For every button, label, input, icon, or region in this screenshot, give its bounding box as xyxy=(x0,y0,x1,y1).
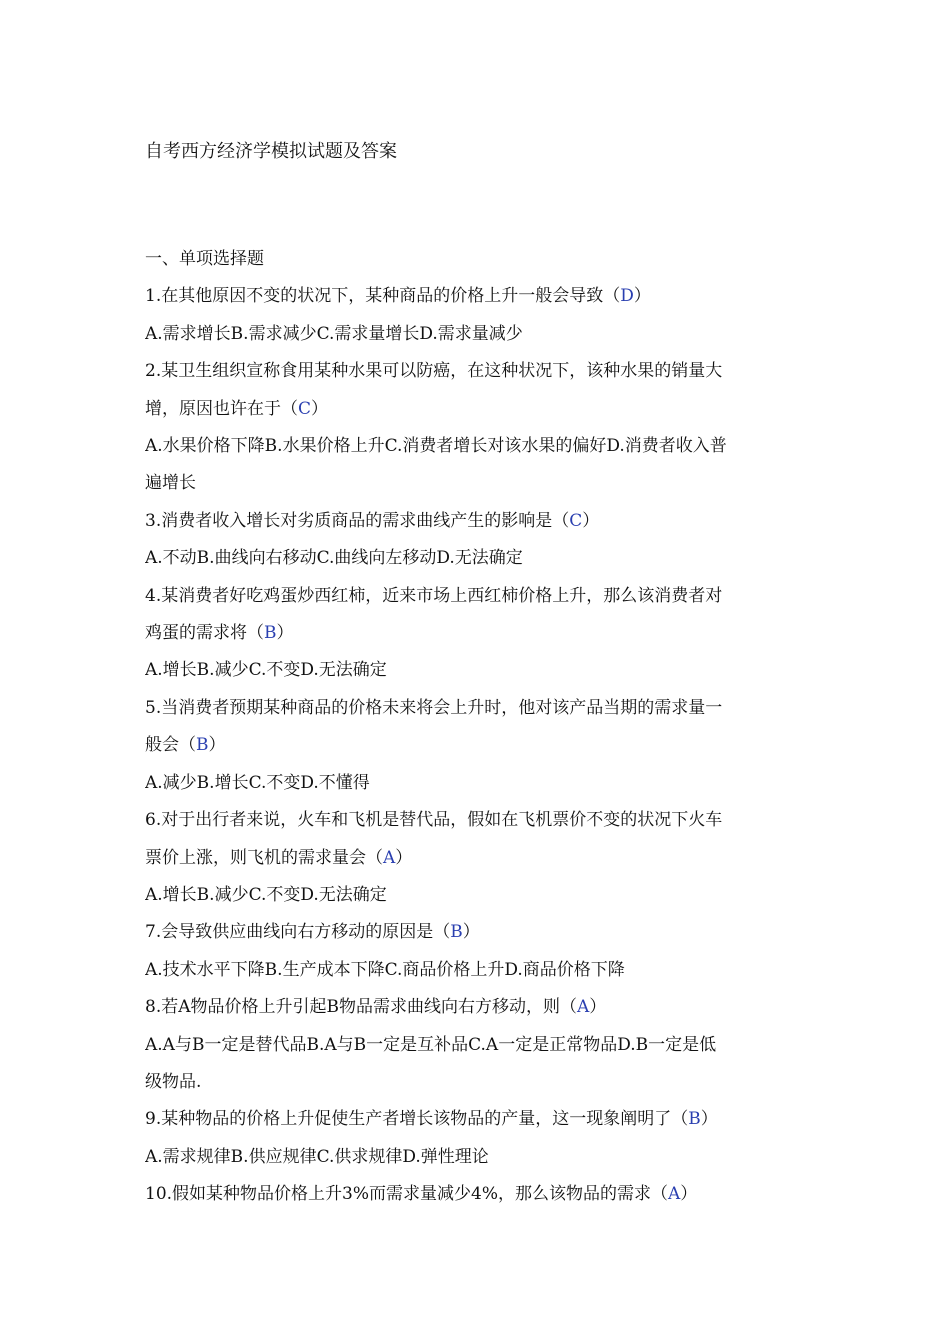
section-heading: 一、单项选择题 xyxy=(145,249,264,269)
answer-letter: B xyxy=(196,735,209,756)
question-line: 增，原因也许在于（C） xyxy=(145,398,329,419)
answer-letter: D xyxy=(620,286,634,307)
options-line: A.增长B.减少C.不变D.无法确定 xyxy=(145,884,387,905)
document-title: 自考西方经济学模拟试题及答案 xyxy=(145,141,397,162)
answer-letter: B xyxy=(688,1109,701,1130)
options-line: 级物品. xyxy=(145,1071,202,1092)
question-line: 2.某卫生组织宣称食用某种水果可以防癌，在这种状况下，该种水果的销量大 xyxy=(145,361,723,382)
options-line: A.增长B.减少C.不变D.无法确定 xyxy=(145,660,387,681)
options-line: A.技术水平下降B.生产成本下降C.商品价格上升D.商品价格下降 xyxy=(145,959,625,980)
answer-letter: B xyxy=(264,623,277,644)
question-line: 般会（B） xyxy=(145,735,226,756)
question-line: 9.某种物品的价格上升促使生产者增长该物品的产量，这一现象阐明了（B） xyxy=(145,1109,718,1130)
question-line: 5.当消费者预期某种商品的价格未来将会上升时，他对该产品当期的需求量一 xyxy=(145,697,723,718)
question-line: 3.消费者收入增长对劣质商品的需求曲线产生的影响是（C） xyxy=(145,510,600,531)
question-line: 6.对于出行者来说，火车和飞机是替代品，假如在飞机票价不变的状况下火车 xyxy=(145,810,723,831)
answer-letter: B xyxy=(450,922,463,943)
options-line: A.不动B.曲线向右移动C.曲线向左移动D.无法确定 xyxy=(145,548,523,569)
question-line: 1.在其他原因不变的状况下，某种商品的价格上升一般会导致（D） xyxy=(145,286,651,307)
options-line: A.需求增长B.需求减少C.需求量增长D.需求量减少 xyxy=(145,323,523,344)
question-line: 10.假如某种物品价格上升3%而需求量减少4%，那么该物品的需求（A） xyxy=(145,1184,698,1205)
question-line: 8.若A物品价格上升引起B物品需求曲线向右方移动，则（A） xyxy=(145,997,607,1018)
answer-letter: C xyxy=(569,510,583,531)
question-line: 4.某消费者好吃鸡蛋炒西红柿，近来市场上西红柿价格上升，那么该消费者对 xyxy=(145,585,723,606)
options-line: 遍增长 xyxy=(145,473,196,494)
answer-letter: A xyxy=(667,1184,681,1205)
answer-letter: A xyxy=(577,997,590,1018)
question-line: 7.会导致供应曲线向右方移动的原因是（B） xyxy=(145,922,480,943)
question-line: 鸡蛋的需求将（B） xyxy=(145,623,294,644)
answer-letter: C xyxy=(298,398,312,419)
options-line: A.减少B.增长C.不变D.不懂得 xyxy=(145,772,370,793)
question-list xyxy=(145,241,810,1214)
options-line: A.需求规律B.供应规律C.供求规律D.弹性理论 xyxy=(145,1146,489,1167)
question-line: 票价上涨，则飞机的需求量会（A） xyxy=(145,847,413,868)
answer-letter: A xyxy=(383,847,396,868)
options-line: A.水果价格下降B.水果价格上升C.消费者增长对该水果的偏好D.消费者收入普 xyxy=(145,436,727,457)
options-line: A.A与B一定是替代品B.A与B一定是互补品C.A一定是正常物品D.B一定是低 xyxy=(145,1034,717,1055)
